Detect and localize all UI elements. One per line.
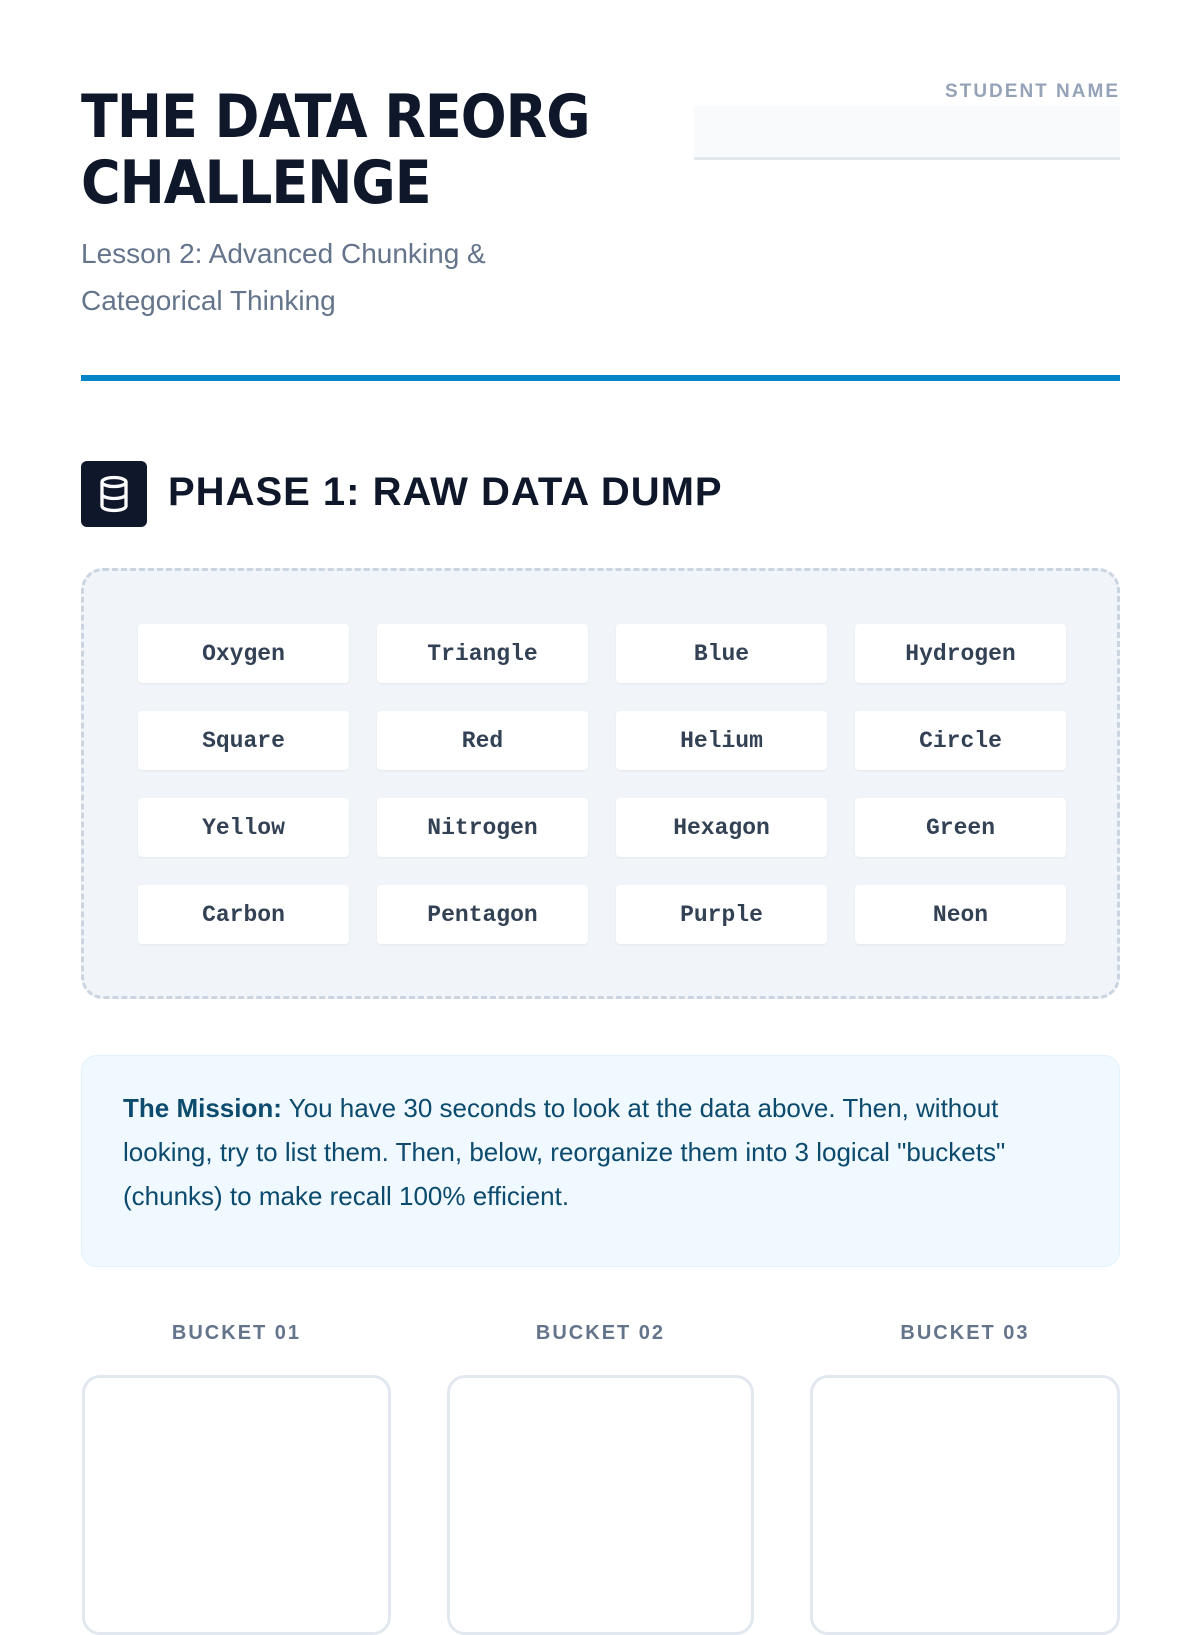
bucket-02-area[interactable]	[447, 1375, 754, 1635]
phase-1-title: PHASE 1: RAW DATA DUMP	[168, 470, 723, 514]
data-item-chip: Oxygen	[138, 624, 349, 683]
header-divider	[81, 375, 1120, 381]
data-item-chip: Circle	[855, 711, 1066, 770]
data-item-chip: Carbon	[138, 885, 349, 944]
data-item-chip: Hexagon	[616, 798, 827, 857]
student-name-label: STUDENT NAME	[945, 81, 1120, 102]
bucket-03-area[interactable]	[810, 1375, 1120, 1635]
data-item-chip: Hydrogen	[855, 624, 1066, 683]
raw-data-box	[81, 568, 1120, 999]
data-item-chip: Triangle	[377, 624, 588, 683]
bucket-label: BUCKET 01	[171, 1322, 302, 1344]
mission-label: The Mission:	[123, 1093, 282, 1123]
data-item-chip: Pentagon	[377, 885, 588, 944]
data-item-chip: Nitrogen	[377, 798, 588, 857]
mission-box	[81, 1055, 1120, 1267]
mission-text: You have 30 seconds to look at the data above. Then, without looking, try to list them. Then, below, reorganize them into 3 logical "buckets" (chunks) to make recall 100% efficient.	[123, 1093, 1006, 1211]
bucket-label: BUCKET 03	[900, 1322, 1030, 1344]
data-item-chip: Green	[855, 798, 1066, 857]
data-item-chip: Neon	[855, 885, 1066, 944]
data-item-chip: Red	[377, 711, 588, 770]
bucket-01-area[interactable]	[82, 1375, 391, 1635]
data-item-chip: Helium	[616, 711, 827, 770]
page-title: THE DATA REORG CHALLENGE	[81, 82, 590, 218]
data-item-chip: Blue	[616, 624, 827, 683]
lesson-subtitle: Lesson 2: Advanced Chunking & Categorical Thinking	[81, 238, 486, 316]
student-name-field[interactable]	[694, 106, 1120, 160]
bucket-label: BUCKET 02	[535, 1322, 666, 1344]
data-item-chip: Square	[138, 711, 349, 770]
data-item-chip: Purple	[616, 885, 827, 944]
data-item-chip: Yellow	[138, 798, 349, 857]
database-icon	[81, 461, 147, 527]
